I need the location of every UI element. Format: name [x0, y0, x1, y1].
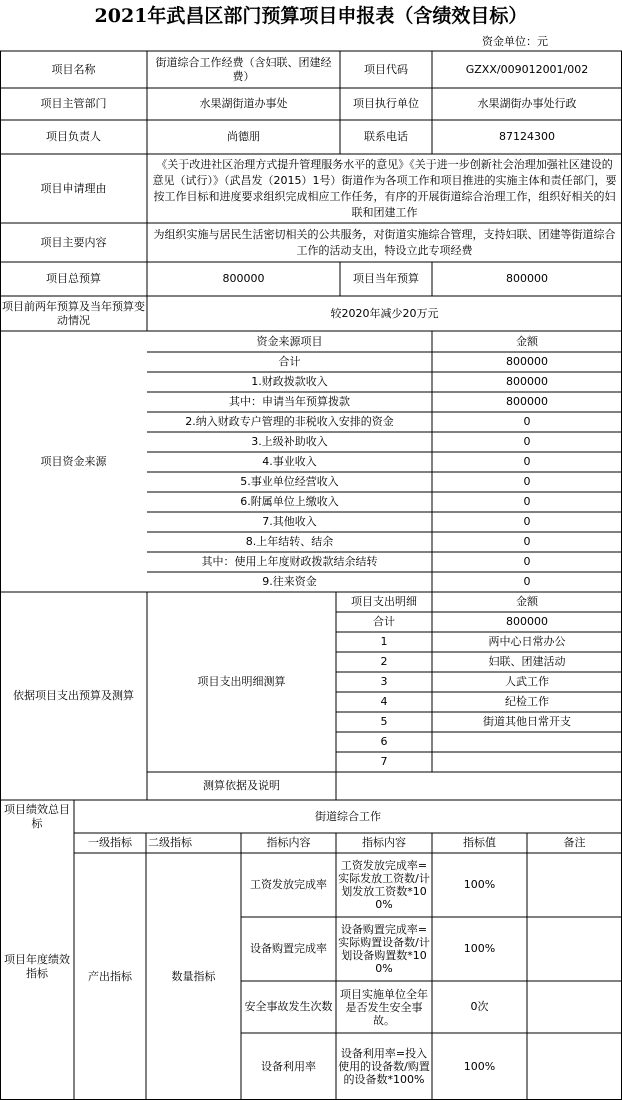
header-note: 备注 [563, 836, 586, 849]
funding-amount-cell: 800000 [506, 375, 548, 388]
header-indicator-value: 指标值 [463, 836, 496, 849]
expense-header-amount: 金额 [516, 595, 538, 608]
funding-source-cell: 9.往来资金 [262, 575, 317, 588]
page-title: 2021年武昌区部门预算项目申报表（含绩效目标） [94, 5, 528, 27]
indicator-note-cell [527, 1033, 622, 1100]
expense-header-item: 项目支出明细 [351, 595, 417, 608]
dept-value: 水果湖街道办事处 [199, 97, 288, 110]
indicator-name-cell: 安全事故发生次数 [244, 1000, 333, 1013]
expense-section-label: 依据项目支出预算及测算 [13, 689, 134, 702]
leader-label: 项目负责人 [46, 130, 101, 143]
funding-source-cell: 4.事业收入 [262, 455, 317, 468]
indicator-value-cell: 100% [463, 878, 496, 891]
funding-source-cell: 其中：申请当年预算拨款 [229, 395, 350, 408]
reason-value: 《关于改进社区治理方式提升管理服务水平的意见》《关于进一步创新社会治理加强社区建设的意见（试行）》（武昌发（2015）1号）街道作为各项工作和项目推进的实施主体和责任部门，要按工作目标和进度要求组织完成相应工作任务，有序的开展街道综合治理工作，组织好相关的妇联和团建工作 [152, 157, 617, 219]
funding-amount-cell: 0 [523, 515, 531, 528]
project-name-label: 项目名称 [51, 62, 96, 76]
funding-amount-cell: 800000 [506, 355, 548, 368]
funding-source-cell: 2.纳入财政专户管理的非税收入安排的资金 [185, 415, 394, 428]
expense-amount-cell: 人武工作 [505, 675, 549, 688]
funding-source-cell: 5.事业单位经营收入 [240, 475, 339, 488]
indicator-note-cell [527, 917, 622, 981]
indicator-note-cell [527, 981, 622, 1033]
expense-item-cell: 合计 [373, 615, 395, 628]
phone-value: 87124300 [499, 130, 555, 143]
header-indicator-desc: 指标内容 [362, 836, 406, 849]
expense-item-cell: 6 [380, 735, 388, 748]
indicator-name-cell: 设备购置完成率 [250, 942, 327, 955]
exec-unit-value: 水果湖街办事处行政 [477, 97, 577, 110]
funding-source-cell: 6.附属单位上缴收入 [240, 495, 339, 508]
funding-amount-cell: 0 [523, 415, 531, 428]
total-budget-label: 项目总预算 [46, 272, 101, 285]
funding-source-cell: 1.财政拨款收入 [251, 375, 328, 388]
expense-amount-cell [432, 732, 622, 752]
expense-item-cell: 1 [380, 635, 388, 648]
expense-item-cell: 5 [380, 715, 388, 728]
header-indicator-name: 指标内容 [266, 836, 311, 849]
indicator-desc-cell: 设备购置完成率=实际购置设备数/计划设备购置数*100% [338, 923, 430, 975]
currency-unit-label: 资金单位：元 [482, 35, 548, 48]
expense-item-cell: 7 [380, 755, 388, 768]
leader-value: 尚德朋 [227, 130, 260, 143]
project-name-value: 街道综合工作经费（含妇联、团建经费） [155, 55, 332, 83]
indicator-desc-cell: 项目实施单位全年是否发生安全事故。 [340, 987, 428, 1027]
project-code-value: GZXX/009012001/002 [465, 62, 589, 76]
total-goal-label: 项目绩效总目标 [4, 802, 70, 830]
expense-amount-cell: 两中心日常办公 [488, 635, 566, 648]
indicator-desc-cell: 工资发放完成率=实际发放工资数/计划发放工资数*100% [338, 859, 430, 911]
expense-amount-cell [432, 752, 622, 772]
project-code-label: 项目代码 [364, 62, 408, 76]
funding-section-label: 项目资金来源 [40, 454, 107, 468]
level1-indicator: 产出指标 [88, 969, 132, 983]
funding-source-cell: 3.上级补助收入 [251, 435, 328, 448]
year-budget-value: 800000 [506, 272, 548, 285]
dept-label: 项目主管部门 [40, 97, 107, 110]
exec-unit-label: 项目执行单位 [353, 97, 419, 110]
funding-source-cell: 8.上年结转、结余 [245, 535, 334, 548]
funding-header-source: 资金来源项目 [256, 334, 323, 348]
funding-amount-cell: 0 [523, 435, 531, 448]
header-level2: 二级指标 [148, 836, 192, 849]
indicator-note-cell [527, 853, 622, 917]
funding-amount-cell: 0 [523, 575, 531, 588]
content-label: 项目主要内容 [40, 235, 107, 249]
expense-item-cell: 3 [380, 675, 388, 688]
funding-source-cell: 其中：使用上年度财政拨款结余结转 [201, 555, 378, 568]
header-level1: 一级指标 [88, 836, 132, 849]
total-goal-value: 街道综合工作 [315, 809, 381, 823]
indicator-name-cell: 工资发放完成率 [250, 878, 327, 891]
budget-change-label: 项目前两年预算及当年预算变动情况 [2, 299, 145, 327]
indicator-value-cell: 100% [463, 942, 496, 955]
level2-indicator: 数量指标 [171, 969, 216, 983]
funding-amount-cell: 0 [523, 475, 531, 488]
funding-amount-cell: 0 [523, 455, 531, 468]
expense-amount-cell: 街道其他日常开支 [483, 715, 571, 728]
expense-amount-cell: 纪检工作 [505, 695, 549, 708]
indicator-value-cell: 0次 [470, 1000, 489, 1013]
expense-item-cell: 4 [380, 695, 388, 708]
funding-source-cell: 合计 [278, 355, 301, 368]
indicator-name-cell: 设备利用率 [261, 1059, 316, 1073]
total-budget-value: 800000 [222, 272, 265, 285]
year-budget-label: 项目当年预算 [353, 272, 419, 285]
indicator-desc-cell: 设备利用率=投入使用的设备数/购置的设备数*100% [338, 1047, 430, 1086]
funding-amount-cell: 0 [523, 555, 531, 568]
content-value: 为组织实施与居民生活密切相关的公共服务，对街道实施综合管理，支持妇联、团建等街道综合工作的活动支出，特设立此专项经费 [153, 227, 616, 257]
expense-amount-cell: 妇联、团建活动 [488, 655, 566, 668]
funding-amount-cell: 800000 [506, 395, 548, 408]
expense-basis-label: 测算依据及说明 [203, 779, 280, 792]
reason-label: 项目申请理由 [40, 181, 107, 195]
budget-change-value: 较2020年减少20万元 [330, 306, 439, 320]
expense-item-cell: 2 [380, 655, 388, 668]
expense-amount-cell: 800000 [506, 615, 548, 628]
indicator-value-cell: 100% [463, 1059, 496, 1073]
expense-detail-label: 项目支出明细测算 [197, 675, 286, 688]
annual-indicators-label: 项目年度绩效指标 [4, 952, 70, 980]
funding-amount-cell: 0 [523, 495, 531, 508]
funding-header-amount: 金额 [516, 334, 538, 348]
funding-amount-cell: 0 [523, 535, 531, 548]
phone-label: 联系电话 [364, 130, 408, 143]
funding-source-cell: 7.其他收入 [262, 515, 317, 528]
